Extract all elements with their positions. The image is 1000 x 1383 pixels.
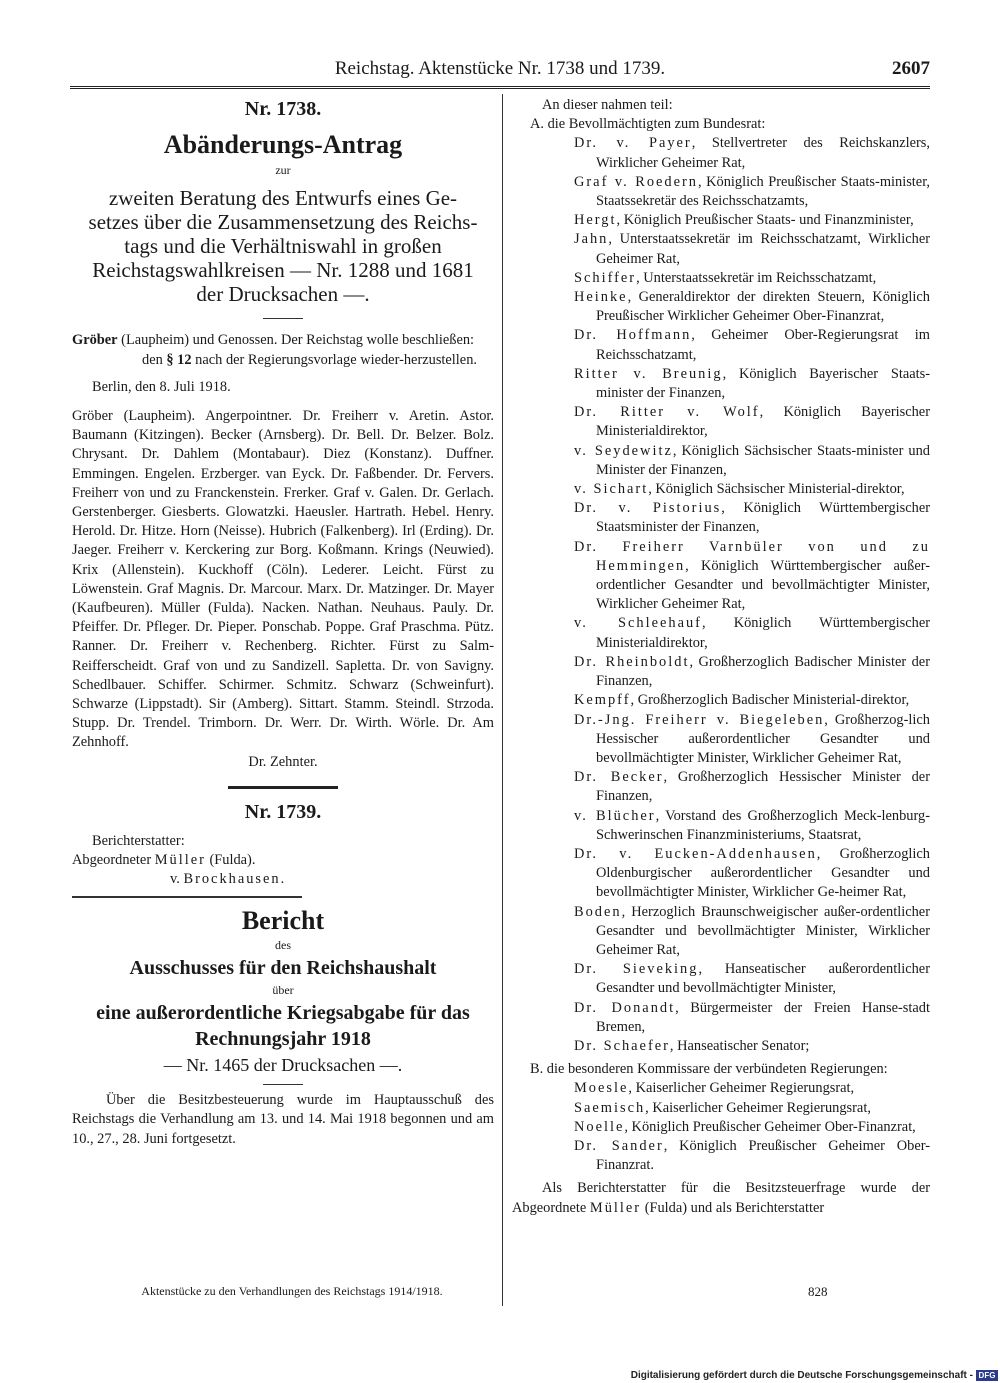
antrag-subject xyxy=(72,186,494,306)
header-page-number: 2607 xyxy=(892,58,930,79)
participant-entry xyxy=(512,653,930,691)
participant-role: , Kaiserlicher Geheimer Regierungsrat, xyxy=(628,1080,855,1097)
participant-name: Ritter v. Breunig xyxy=(574,365,723,382)
participant-role: , Stellvertreter des Reichskanzlers, Wirklicher Geheimer Rat, xyxy=(596,135,930,171)
participant-name: Dr. v. Payer xyxy=(574,135,692,152)
participant-role: , Herzoglich Braunschweigischer außer-ordentlicher Gesandter und bevollmächtigter Minister, Wirklicher Geheimer Rat, xyxy=(596,903,930,958)
participant-entry xyxy=(512,711,930,769)
participant-entry xyxy=(512,1037,930,1056)
motion-date: Berlin, den 8. Juli 1918. xyxy=(92,378,231,395)
participant-entry xyxy=(512,845,930,903)
separator xyxy=(228,786,338,789)
subject-line: tags und die Verhältniswahl in großen xyxy=(124,234,442,259)
participant-role: , Hanseatischer außerordentlicher Gesandter und bevollmächtigter Minister, xyxy=(596,961,930,997)
participant-role: , Königlich Preußischer Staats-minister, Staatssekretär des Reichsschatzamts, xyxy=(596,173,931,210)
participant-name: Dr. Donandt xyxy=(574,999,676,1016)
participant-name: Heinke xyxy=(574,289,628,306)
participant-name: Dr. Ritter v. Wolf xyxy=(574,404,760,421)
participant-name: Moesle xyxy=(574,1080,629,1097)
participant-entry xyxy=(512,768,930,806)
participant-name: Kempff xyxy=(574,692,631,709)
motion-body: den § 12 nach der Regierungsvorlage wieder-herzustellen. xyxy=(142,351,477,368)
section-b-heading: B. die besonderen Kommissare der verbündeten Regierungen: xyxy=(530,1061,888,1078)
participant-entry xyxy=(512,691,930,710)
participant-entry xyxy=(512,288,930,326)
participant-entry xyxy=(512,1118,930,1137)
participant-role: , Generaldirektor der direkten Steuern, Königlich Preußischer Wirklicher Geheimer Ober-Finanzrat, xyxy=(596,289,930,325)
subject-line: Reichstagswahlkreisen — Nr. 1288 und 1681 xyxy=(92,258,474,283)
participant-entry xyxy=(512,134,930,172)
participant-name: Dr. v. Eucken-Addenhausen xyxy=(574,845,817,862)
participant-role: , Unterstaatssekretär im Reichsschatzamt, xyxy=(636,269,877,286)
bericht-subject-1: eine außerordentliche Kriegsabgabe für das xyxy=(96,1002,470,1025)
reporter-1: Abgeordneter Müller (Fulda). xyxy=(72,852,256,869)
participant-entry xyxy=(512,807,930,845)
participant-entry xyxy=(512,538,930,615)
participant-role: , Großherzoglich Badischer Minister der Finanzen, xyxy=(596,653,930,690)
participant-name: v. Schleehauf xyxy=(574,615,702,632)
participant-entry xyxy=(512,999,930,1037)
column-divider xyxy=(502,94,503,1306)
subject-line: setzes über die Zusammensetzung des Reichs- xyxy=(88,210,478,235)
separator xyxy=(263,318,303,319)
participant-role: , Königlich Bayerischer Staats-minister der Finanzen, xyxy=(596,365,930,402)
participant-name: Noelle xyxy=(574,1118,625,1135)
participant-name: Boden xyxy=(574,903,622,920)
participant-name: Dr. Sieveking xyxy=(574,961,699,978)
participant-name: Dr.-Jng. Freiherr v. Biegeleben xyxy=(574,711,825,728)
participant-role: , Königlich Sächsischer Ministerial-direktor, xyxy=(648,481,905,498)
subject-line: der Drucksachen —. xyxy=(196,282,370,307)
participant-name: Dr. Freiherr Varnbüler von und zu Hemmingen xyxy=(574,538,930,574)
participant-role: , Großherzoglich Oldenburgischer außerordentlicher Gesandter und bevollmächtigter Minister, Wirklicher Ge-heimer Rat, xyxy=(596,845,930,901)
participant-role: , Vorstand des Großherzoglich Meck-lenburg-Schwerinschen Finanzministeriums, Staatsrat, xyxy=(596,807,930,843)
reporter-2: v. Brockhausen. xyxy=(170,871,285,888)
participant-role: , Hanseatischer Senator; xyxy=(669,1037,810,1054)
des-label: des xyxy=(275,937,291,952)
participant-role: , Großherzoglich Badischer Ministerial-direktor, xyxy=(630,692,910,709)
participant-name: v. Sichart xyxy=(574,481,649,498)
participant-name: Schiffer xyxy=(574,269,637,286)
reporters-label: Berichterstatter: xyxy=(92,833,185,850)
participant-role: , Großherzog-lich Hessischer außerordentlicher Gesandter und bevollmächtigter Minister, Wirklicher Geheimer Rat, xyxy=(596,711,930,766)
participant-entry xyxy=(512,230,930,268)
participant-entry xyxy=(512,365,930,403)
separator xyxy=(72,896,302,898)
participant-entry xyxy=(512,1079,930,1098)
participant-name: Saemisch xyxy=(574,1099,646,1116)
participant-role: , Großherzoglich Hessischer Minister der Finanzen, xyxy=(596,769,930,805)
zur-label: zur xyxy=(275,163,291,178)
participant-name: Dr. Becker xyxy=(574,769,664,786)
participant-entry xyxy=(512,269,930,288)
participant-role: , Unterstaatssekretär im Reichsschatzamt, Wirklicher Geheimer Rat, xyxy=(596,231,930,267)
subject-line: zweiten Beratung des Entwurfs eines Ge- xyxy=(108,186,458,211)
participant-entry xyxy=(512,403,930,441)
participant-role: , Königlich Sächsischer Staats-minister und Minister der Finanzen, xyxy=(596,442,930,478)
committee-title: Ausschusses für den Reichshaushalt xyxy=(129,956,437,979)
ueber-label: über xyxy=(272,982,294,997)
participant-entry xyxy=(512,211,930,230)
participant-entry xyxy=(512,326,930,364)
participant-name: Dr. v. Pistorius xyxy=(574,500,722,517)
participant-role: , Königlich Württembergischer außer-ordentlicher Gesandter und bevollmächtigter Minister, Wirklicher Geheimer Rat, xyxy=(596,557,930,613)
participant-role: , Bürgermeister der Freien Hanse-stadt Bremen, xyxy=(596,999,930,1035)
participant-entry xyxy=(512,614,930,652)
participant-name: Jahn xyxy=(574,231,609,248)
right-column xyxy=(512,96,930,1218)
signers-list: Gröber (Laupheim). Angerpointner. Dr. Freiherr v. Aretin. Astor. Baumann (Kitzingen). Becker (Arnsberg). Dr. Bell. Dr. Belzer. Bolz. Chrysant. Dr. Dahlem (Montabaur). Diez (Konstanz). Duffner. Emmingen. Engelen. Erzberger. van Eyck. Dr. Faßbender. Dr. Fervers. Freiherr von und zu Franckenstein. Frerker. Graf v. Galen. Dr. Gerlach. Gerstenberger. Giesberts. Glowatzki. Haeusler. Hartrath. Hebel. Henry. Herold. Dr. Hitze. Horn (Neisse). Hubrich (Falkenberg). Irl (Erding). Dr. Jaeger. Freiherr v. Kerckering zur Borg. Koßmann. Krings (Neuwied). Krix (Allenstein). Kuckhoff (Cöln). Lederer. Leicht. Fürst zu Löwenstein. Graf Magnis. Dr. Marcour. Marx. Dr. Matzinger. Dr. Mayer (Kaufbeuren). Müller (Fulda). Nacken. Nathan. Neuhaus. Pauly. Dr. Pfeiffer. Dr. Pfleger. Dr. Pieper. Ponschab. Poppe. Graf Praschma. Pütz. Ranner. Dr. Freiherr v. Rechenberg. Richter. Fürst zu Salm-Reifferscheidt. Graf von und zu Sandizell. Sapletta. Dr. von Savigny. Schedlbauer. Schiffer. Schirmer. Schmitz. Schwarz (Schweinfurt). Schwarze (Lippstadt). Sir (Amberg). Sittart. Stamm. Steindl. Strzoda. Stupp. Dr. Trendel. Trimborn. Dr. Werr. Dr. Wirth. Wörle. Dr. Am Zehnhoff. xyxy=(72,408,494,751)
members-a-list xyxy=(512,134,930,1056)
participant-name: Dr. Schaefer xyxy=(574,1037,670,1054)
participant-name: Hergt xyxy=(574,212,617,229)
participant-role: , Königlich Preußischer Geheimer Ober-Finanzrat. xyxy=(596,1137,931,1174)
participant-role: , Königlich Preußischer Geheimer Ober-Finanzrat, xyxy=(624,1118,916,1135)
header-title: Reichstag. Aktenstücke Nr. 1738 und 1739. xyxy=(334,58,666,79)
doc-number-1739: Nr. 1739. xyxy=(244,800,322,823)
participant-role: , Königlich Preußischer Staats- und Finanzminister, xyxy=(616,212,914,229)
running-header xyxy=(70,58,930,84)
participant-entry xyxy=(512,903,930,961)
motion-text: (Laupheim) und Genossen. Der Reichstag wolle beschließen: xyxy=(117,332,475,349)
footer-page-ref: 828 xyxy=(808,1284,828,1299)
bericht-intro: Über die Besitzbesteuerung wurde im Hauptausschuß des Reichstags die Verhandlung am 13. und 14. Mai 1918 begonnen und am 10., 27., 28. Juni fortgesetzt. xyxy=(72,1092,494,1147)
header-rule xyxy=(70,86,930,89)
footer-note: Aktenstücke zu den Verhandlungen des Reichstags 1914/1918. xyxy=(141,1284,443,1298)
participant-entry xyxy=(512,1099,930,1118)
participant-entry xyxy=(512,1137,930,1175)
participant-entry xyxy=(512,480,930,499)
members-b-list xyxy=(512,1079,930,1175)
participant-role: , Geheimer Ober-Regierungsrat im Reichsschatzamt, xyxy=(596,327,930,363)
participant-name: v. Blücher xyxy=(574,807,656,824)
participants-intro: An dieser nahmen teil: xyxy=(542,97,673,113)
participant-entry xyxy=(512,442,930,480)
participant-name: Dr. Hoffmann xyxy=(574,327,692,344)
motion-author: Gröber xyxy=(72,332,118,349)
participant-role: , Königlich Württembergischer Ministerialdirektor, xyxy=(596,615,930,651)
section-a-heading: A. die Bevollmächtigten zum Bundesrat: xyxy=(530,116,766,133)
separator xyxy=(263,1084,303,1085)
participant-role: , Königlich Württembergischer Staatsminister der Finanzen, xyxy=(596,500,930,536)
left-column xyxy=(72,96,494,1149)
participant-name: Dr. Rheinboldt xyxy=(574,653,690,670)
motion-paragraph-ref: § 12 xyxy=(166,351,192,368)
participant-name: v. Seydewitz xyxy=(574,442,673,459)
participant-entry xyxy=(512,173,930,211)
doc-number-1738: Nr. 1738. xyxy=(244,98,322,120)
participant-entry xyxy=(512,499,930,537)
participant-entry xyxy=(512,960,930,998)
drucksachen-ref: — Nr. 1465 der Drucksachen —. xyxy=(163,1055,403,1076)
digitization-notice: Digitalisierung gefördert durch die Deutsche Forschungsgemeinschaft - DFG xyxy=(610,1370,998,1383)
participant-name: Dr. Sander xyxy=(574,1137,664,1154)
participant-role: , Königlich Bayerischer Ministerialdirektor, xyxy=(596,404,930,440)
bericht-title: Bericht xyxy=(241,905,325,935)
dfg-logo-icon: DFG xyxy=(976,1370,998,1381)
bericht-subject-2: Rechnungsjahr 1918 xyxy=(195,1028,371,1051)
closing-paragraph: Als Berichterstatter für die Besitzsteuerfrage wurde der Abgeordnete Müller (Fulda) und als Berichterstatter xyxy=(512,1180,930,1216)
participant-role: , Kaiserlicher Geheimer Regierungsrat, xyxy=(645,1099,871,1116)
signers-last: Dr. Zehnter. xyxy=(248,753,318,770)
antrag-title: Abänderungs-Antrag xyxy=(163,130,403,160)
motion-paragraph xyxy=(72,331,494,350)
participant-name: Graf v. Roedern xyxy=(574,173,699,190)
